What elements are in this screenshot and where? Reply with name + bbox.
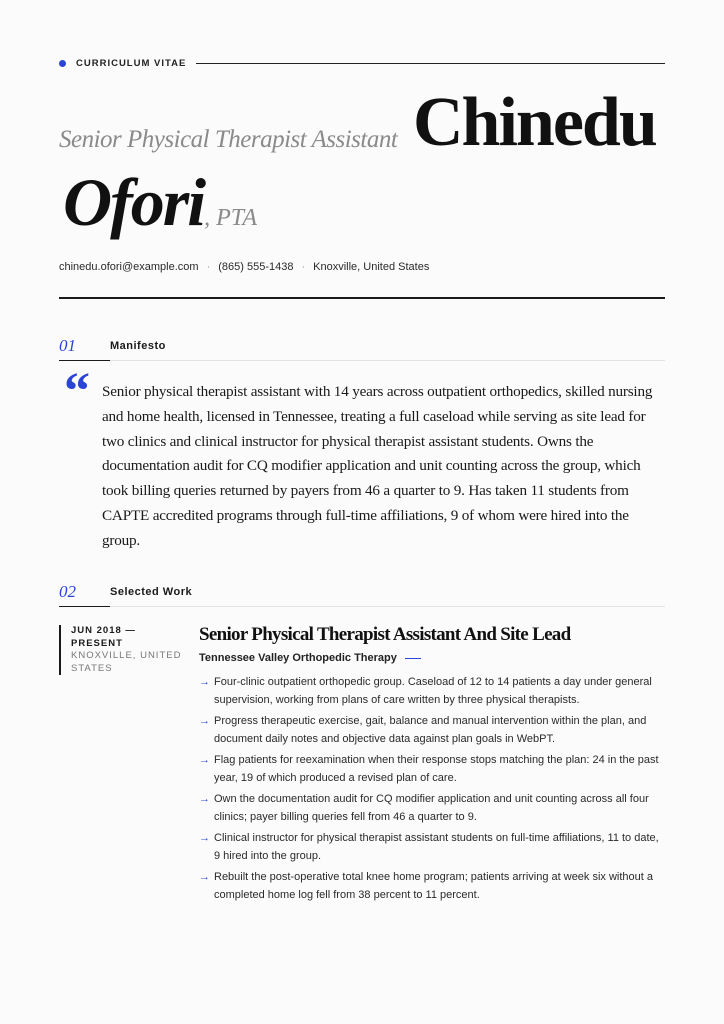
- first-name: Chinedu: [413, 84, 656, 161]
- organization-line: [199, 652, 665, 664]
- accent-dot-icon: [59, 60, 66, 67]
- location: Knoxville, United States: [313, 261, 430, 273]
- section-title: Selected Work: [110, 586, 193, 598]
- document-type-label: CURRICULUM VITAE: [76, 57, 187, 69]
- job-bullet: [199, 751, 665, 787]
- role-subtitle: Senior Physical Therapist Assistant: [59, 126, 398, 153]
- email-link[interactable]: chinedu.ofori@example.com: [59, 261, 199, 273]
- job-bullet: [199, 829, 665, 865]
- phone-number[interactable]: (865) 555-1438: [218, 261, 294, 273]
- job-bullet: [199, 712, 665, 748]
- arrow-right-icon: →: [199, 754, 210, 766]
- section-number: 02: [59, 582, 76, 601]
- job-bullets: [199, 673, 665, 904]
- arrow-right-icon: →: [199, 676, 210, 688]
- job-entry: [199, 624, 665, 907]
- arrow-right-icon: →: [199, 715, 210, 727]
- kicker-rule: [196, 63, 665, 64]
- resume-page: [59, 0, 665, 1024]
- job-bullet-text: Flag patients for reexamination when their response stops matching the plan: 24 in the past year, 19 of which produced a revised plan of care.: [214, 754, 659, 784]
- section-number-rule: [59, 360, 110, 361]
- manifesto-text: Senior physical therapist assistant with 14 years across outpatient orthopedics, skilled nursing and home health, licensed in Tennessee, treating a full caseload while serving as site lead for two clinics and clinical instructor for physical therapist assistant students. Owns the documentation audit for CQ modifier application and unit counting across the group, which took billing queries returned by payers from 46 a quarter to 9. Has taken 11 students from CAPTE accredited programs through full-time affiliations, 9 of whom were hired into the group.: [102, 383, 653, 549]
- job-bullet: [199, 790, 665, 826]
- section-header-manifesto: [59, 336, 665, 366]
- section-number: 01: [59, 336, 76, 355]
- credential: , PTA: [204, 205, 257, 231]
- quote-mark-icon: “: [64, 363, 90, 420]
- contact-separator: ·: [301, 261, 306, 273]
- job-bullet-text: Rebuilt the post-operative total knee home program; patients arriving at week six without a completed home log fell from 38 percent to 11 percent.: [214, 871, 654, 901]
- job-meta: [59, 625, 191, 675]
- job-bullet: [199, 673, 665, 709]
- job-bullet: [199, 868, 665, 904]
- last-name-row: [63, 164, 257, 240]
- contact-separator: ·: [206, 261, 211, 273]
- arrow-right-icon: →: [199, 871, 210, 883]
- arrow-right-icon: →: [199, 793, 210, 805]
- job-bullet-text: Own the documentation audit for CQ modifier application and unit counting across all four clinics; payer billing queries fell from 46 a quarter to 9.: [214, 793, 649, 823]
- organization-rule: [405, 658, 421, 659]
- job-dates: JUN 2018 — PRESENT: [71, 625, 136, 649]
- arrow-right-icon: →: [199, 832, 210, 844]
- header-divider: [59, 297, 665, 299]
- organization-name: Tennessee Valley Orthopedic Therapy: [199, 652, 397, 664]
- last-name: Ofori: [63, 164, 205, 240]
- kicker-row: [59, 56, 665, 70]
- section-title: Manifesto: [110, 340, 166, 352]
- job-bullet-text: Progress therapeutic exercise, gait, balance and manual intervention within the plan, and document daily notes and objective data against plan goals in WebPT.: [214, 715, 647, 745]
- job-bullet-text: Clinical instructor for physical therapist assistant students on full-time affiliations, 11 to date, 9 hired into the group.: [214, 832, 659, 862]
- section-rule: [110, 360, 665, 361]
- job-bullet-text: Four-clinic outpatient orthopedic group. Caseload of 12 to 14 patients a day under general supervision, working from plans of care written by three physical therapists.: [214, 676, 652, 706]
- job-title: Senior Physical Therapist Assistant And Site Lead: [199, 624, 571, 645]
- section-rule: [110, 606, 665, 607]
- contact-line: [59, 261, 429, 273]
- job-location: KNOXVILLE, UNITED STATES: [71, 650, 182, 674]
- section-header-selected-work: [59, 582, 665, 612]
- section-number-rule: [59, 606, 110, 607]
